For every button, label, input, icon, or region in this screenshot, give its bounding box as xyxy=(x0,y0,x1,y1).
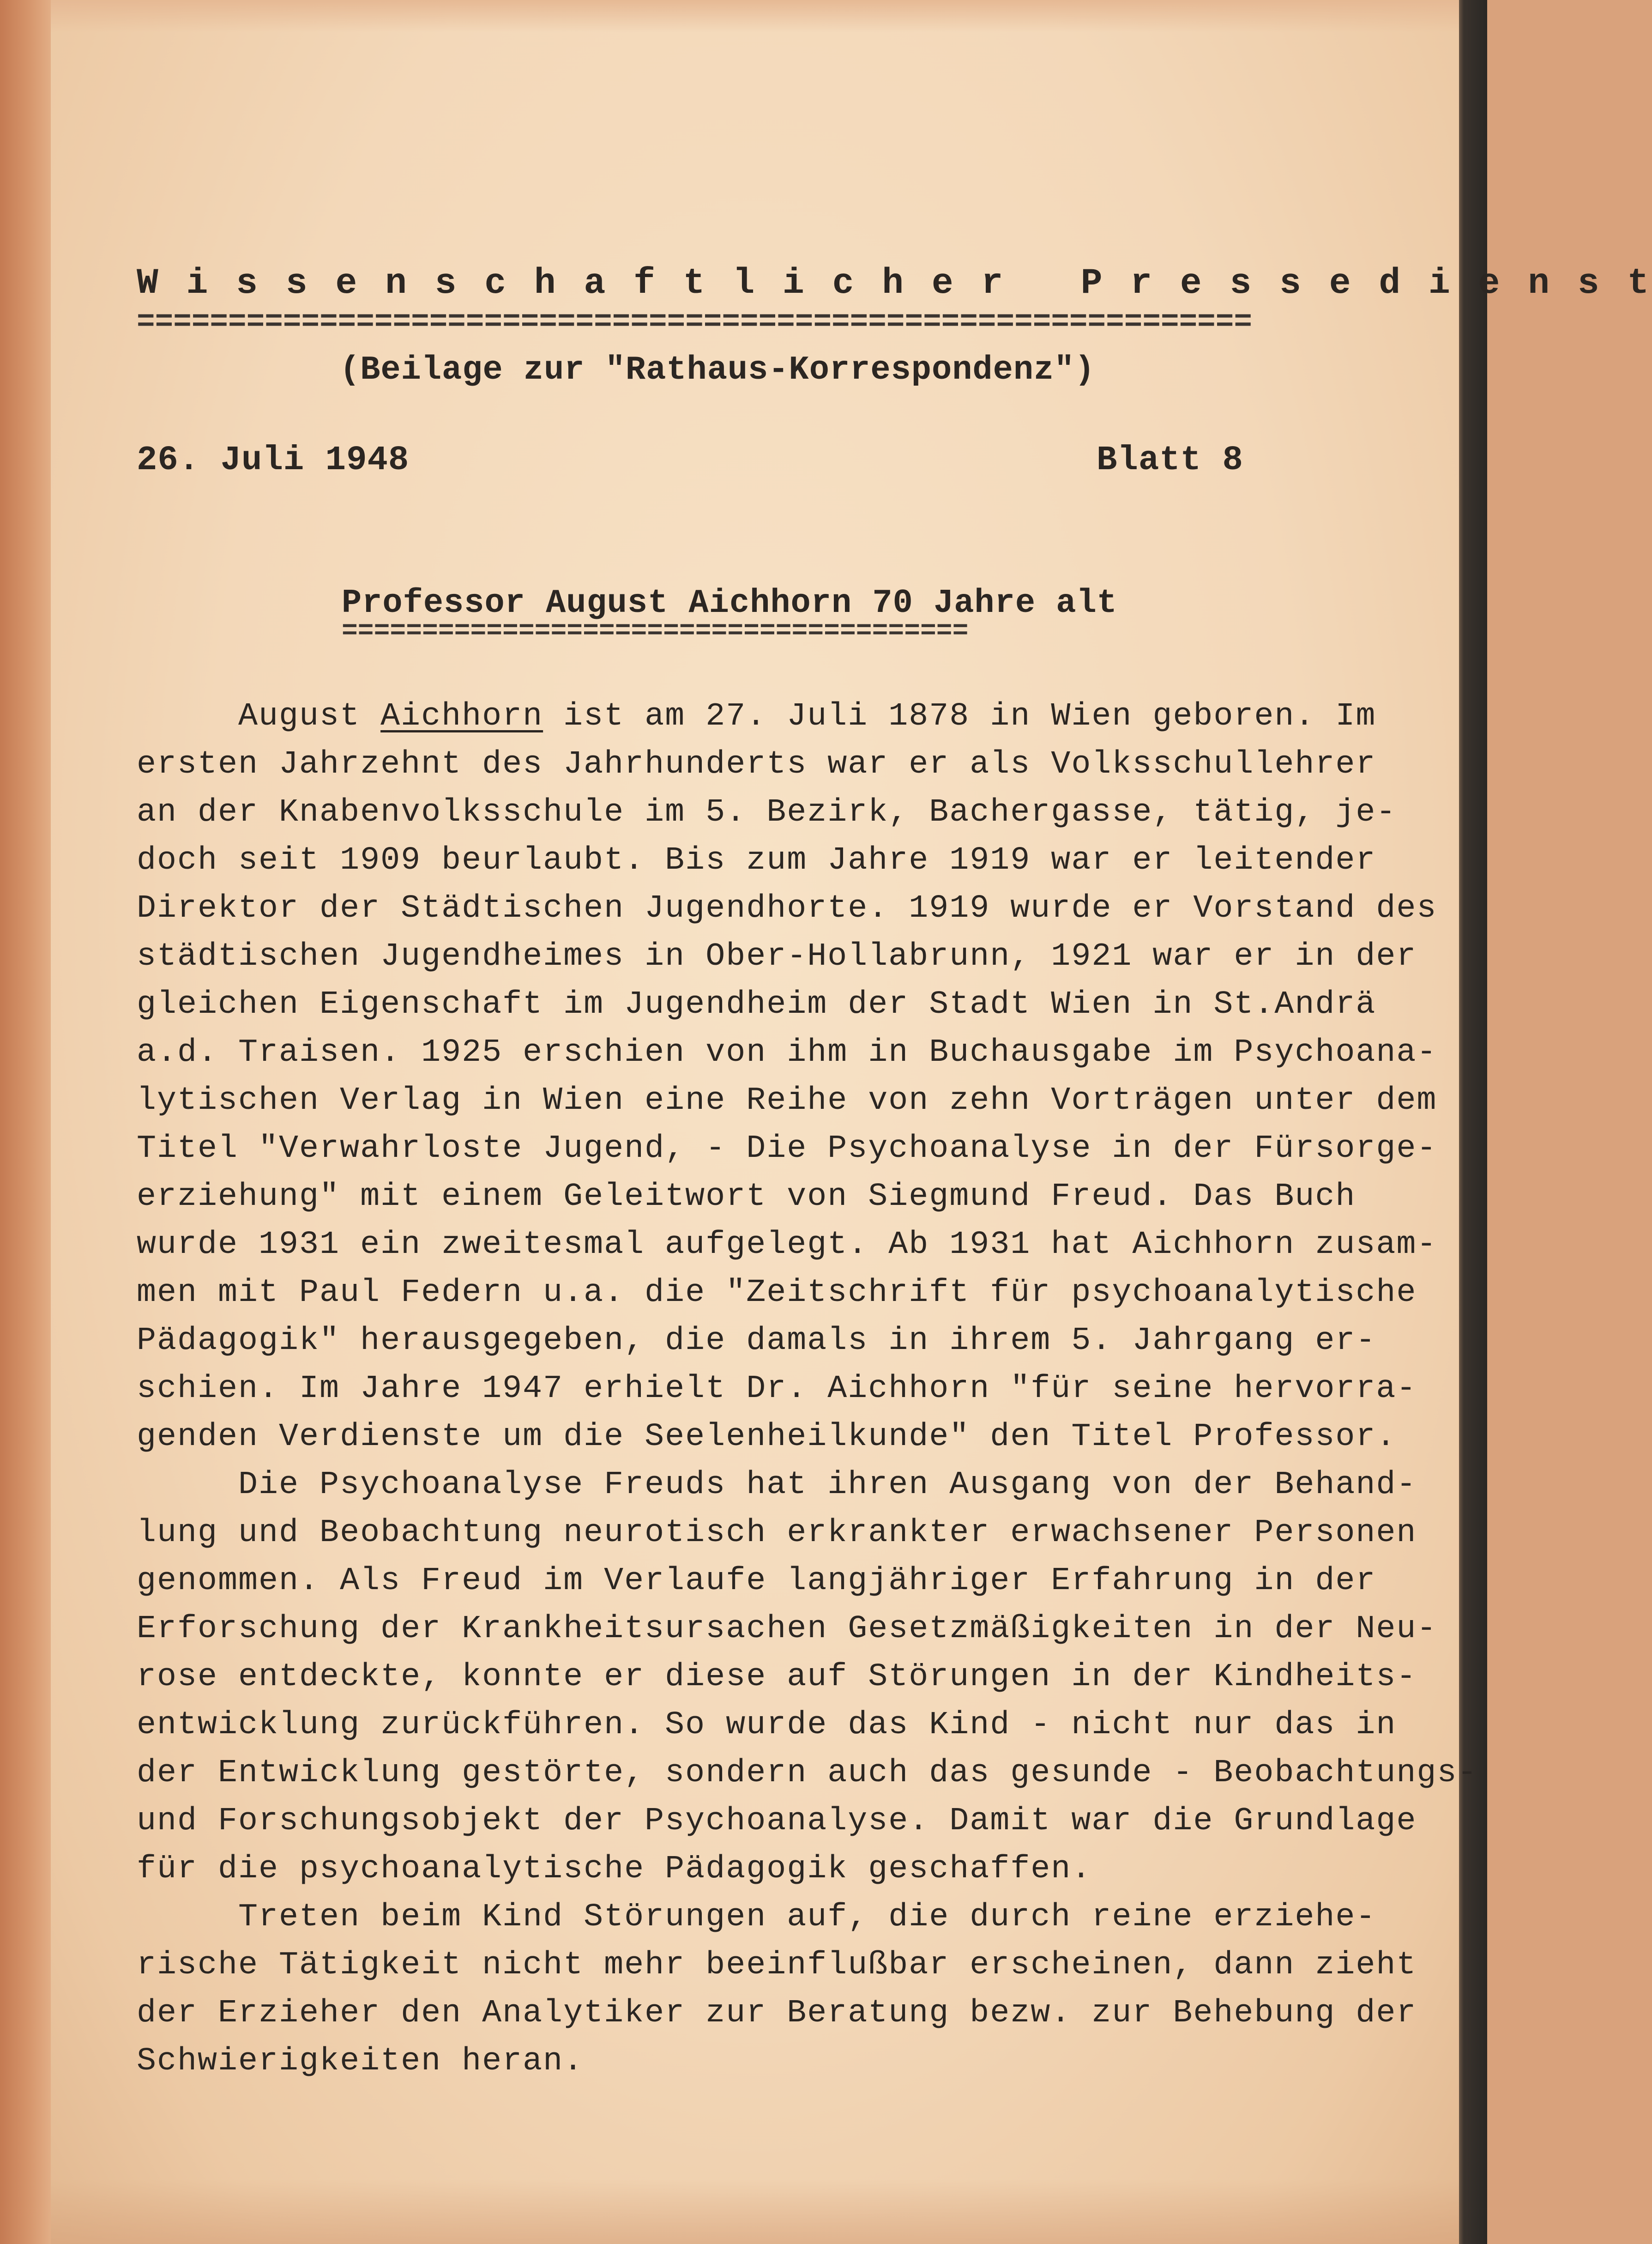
body-line: schien. Im Jahre 1947 erhielt Dr. Aichhorn "für seine hervorra- xyxy=(137,1371,1417,1407)
body-line: Schwierigkeiten heran. xyxy=(137,2043,584,2080)
body-line: lung und Beobachtung neurotisch erkrankter erwachsener Personen xyxy=(137,1515,1417,1551)
body-line: und Forschungsobjekt der Psychoanalyse. Damit war die Grundlage xyxy=(137,1803,1417,1839)
body-line: wurde 1931 ein zweitesmal aufgelegt. Ab 1931 hat Aichhorn zusam- xyxy=(137,1227,1437,1263)
body-line: genden Verdienste um die Seelenheilkunde" den Titel Professor. xyxy=(137,1419,1397,1455)
body-line: ersten Jahrzehnt des Jahrhunderts war er als Volksschullehrer xyxy=(137,746,1376,783)
body-line: für die psychoanalytische Pädagogik geschaffen. xyxy=(137,1851,1092,1887)
body-line: an der Knabenvolksschule im 5. Bezirk, Bachergasse, tätig, je- xyxy=(137,794,1397,831)
body-line: erziehung" mit einem Geleitwort von Siegmund Freud. Das Buch xyxy=(137,1179,1356,1215)
issue-date: 26. Juli 1948 xyxy=(137,441,410,480)
headline-rule: ======================================= xyxy=(342,617,969,647)
body-line: rische Tätigkeit nicht mehr beeinflußbar erscheinen, dann zieht xyxy=(137,1947,1417,1984)
typewritten-page xyxy=(51,0,1652,2244)
sheet-number: Blatt 8 xyxy=(1097,441,1243,480)
underlined-name: Aichhorn xyxy=(380,698,543,735)
body-line: städtischen Jugendheimes in Ober-Hollabrunn, 1921 war er in der xyxy=(137,938,1417,975)
body-line: August Aichhorn ist am 27. Juli 1878 in Wien geboren. Im xyxy=(137,698,1376,735)
body-line: a.d. Traisen. 1925 erschien von ihm in Buchausgabe im Psychoana- xyxy=(137,1034,1437,1071)
article-headline: Professor August Aichhorn 70 Jahre alt xyxy=(342,584,1117,622)
masthead-rule: ============================================================= xyxy=(137,305,1252,339)
body-line: gleichen Eigenschaft im Jugendheim der Stadt Wien in St.Andrä xyxy=(137,986,1376,1023)
body-line: doch seit 1909 beurlaubt. Bis zum Jahre 1919 war er leitender xyxy=(137,842,1376,879)
body-line: der Entwicklung gestörte, sondern auch das gesunde - Beobachtungs- xyxy=(137,1755,1478,1791)
body-line: genommen. Als Freud im Verlaufe langjähriger Erfahrung in der xyxy=(137,1563,1376,1599)
body-line: Erforschung der Krankheitsursachen Gesetzmäßigkeiten in der Neu- xyxy=(137,1611,1437,1647)
body-line: rose entdeckte, konnte er diese auf Störungen in der Kindheits- xyxy=(137,1659,1417,1695)
page-edge-shading xyxy=(51,0,1459,32)
masthead-title: W i s s e n s c h a f t l i c h e r P r e s s e d i e n s t xyxy=(137,263,1652,304)
body-line: Direktor der Städtischen Jugendhorte. 1919 wurde er Vorstand des xyxy=(137,890,1437,927)
body-line: Die Psychoanalyse Freuds hat ihren Ausgang von der Behand- xyxy=(137,1467,1417,1503)
body-line: Titel "Verwahrloste Jugend, - Die Psychoanalyse in der Fürsorge- xyxy=(137,1131,1437,1167)
body-line: Treten beim Kind Störungen auf, die durch reine erziehe- xyxy=(137,1899,1376,1936)
body-line: der Erzieher den Analytiker zur Beratung bezw. zur Behebung der xyxy=(137,1995,1417,2032)
body-line: men mit Paul Federn u.a. die "Zeitschrift für psychoanalytische xyxy=(137,1275,1417,1311)
body-line: entwicklung zurückführen. So wurde das Kind - nicht nur das in xyxy=(137,1707,1397,1743)
body-line: Pädagogik" herausgegeben, die damals in ihrem 5. Jahrgang er- xyxy=(137,1323,1376,1359)
body-line: lytischen Verlag in Wien eine Reihe von zehn Vorträgen unter dem xyxy=(137,1083,1437,1119)
page-bottom-shading xyxy=(51,2179,1459,2244)
supplement-note: (Beilage zur "Rathaus-Korrespondenz") xyxy=(340,351,1095,389)
